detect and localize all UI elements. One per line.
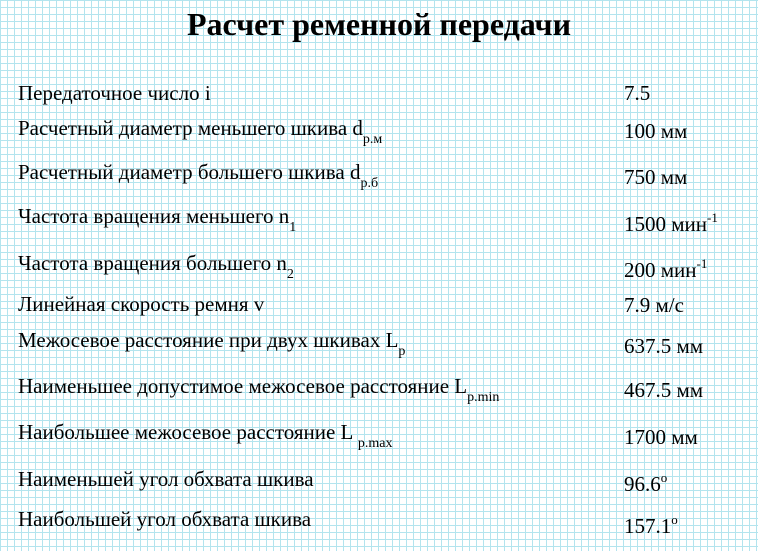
row-value-max-center-distance: 1700 мм [624,425,698,449]
row-label-small-rotation-speed: Частота вращения меньшего $n_1$ [18,204,297,235]
row-value-min-center-distance: 467.5 мм [624,378,704,402]
row-label-max-wrap-angle: Наибольшей угол обхвата шкива [18,507,312,531]
row-label-min-center-distance: Наименьшее допустимое межосевое расстояние $L_{p.min}$ [18,374,500,405]
row-value-belt-speed: 7.9 м/с [624,293,684,317]
row-label-gear-ratio: Передаточное число i [18,81,211,105]
row-label-large-rotation-speed: Частота вращения большего $n_2$ [18,251,294,282]
row-value-large-pulley-diameter: 750 мм [624,165,688,189]
row-label-center-distance: Межосевое расстояние при двух шкивах $L_р$ [18,328,406,359]
row-value-small-pulley-diameter: 100 мм [624,119,688,143]
row-value-gear-ratio: 7.5 [624,81,651,105]
row-value-min-wrap-angle: $96.6^о$ [624,470,668,496]
row-label-large-pulley-diameter: Расчетный диаметр большего шкива $d_{р.б}$ [18,160,379,191]
row-value-center-distance: 637.5 мм [624,334,704,358]
row-label-min-wrap-angle: Наименьшей угол обхвата шкива [18,467,314,491]
row-value-max-wrap-angle: $157.1^о$ [624,512,678,538]
page-title: Расчет ременной передачи [187,6,571,42]
row-value-large-rotation-speed: 200 мин$^{-1}$ [624,256,708,282]
row-label-small-pulley-diameter: Расчетный диаметр меньшего шкива $d_{р.м}$ [18,116,383,147]
row-label-max-center-distance: Наибольшее межосевое расстояние L $_{p.max}$ [18,420,393,451]
row-value-small-rotation-speed: 1500 мин$^{-1}$ [624,210,718,236]
row-label-belt-speed: Линейная скорость ремня v [18,292,265,316]
